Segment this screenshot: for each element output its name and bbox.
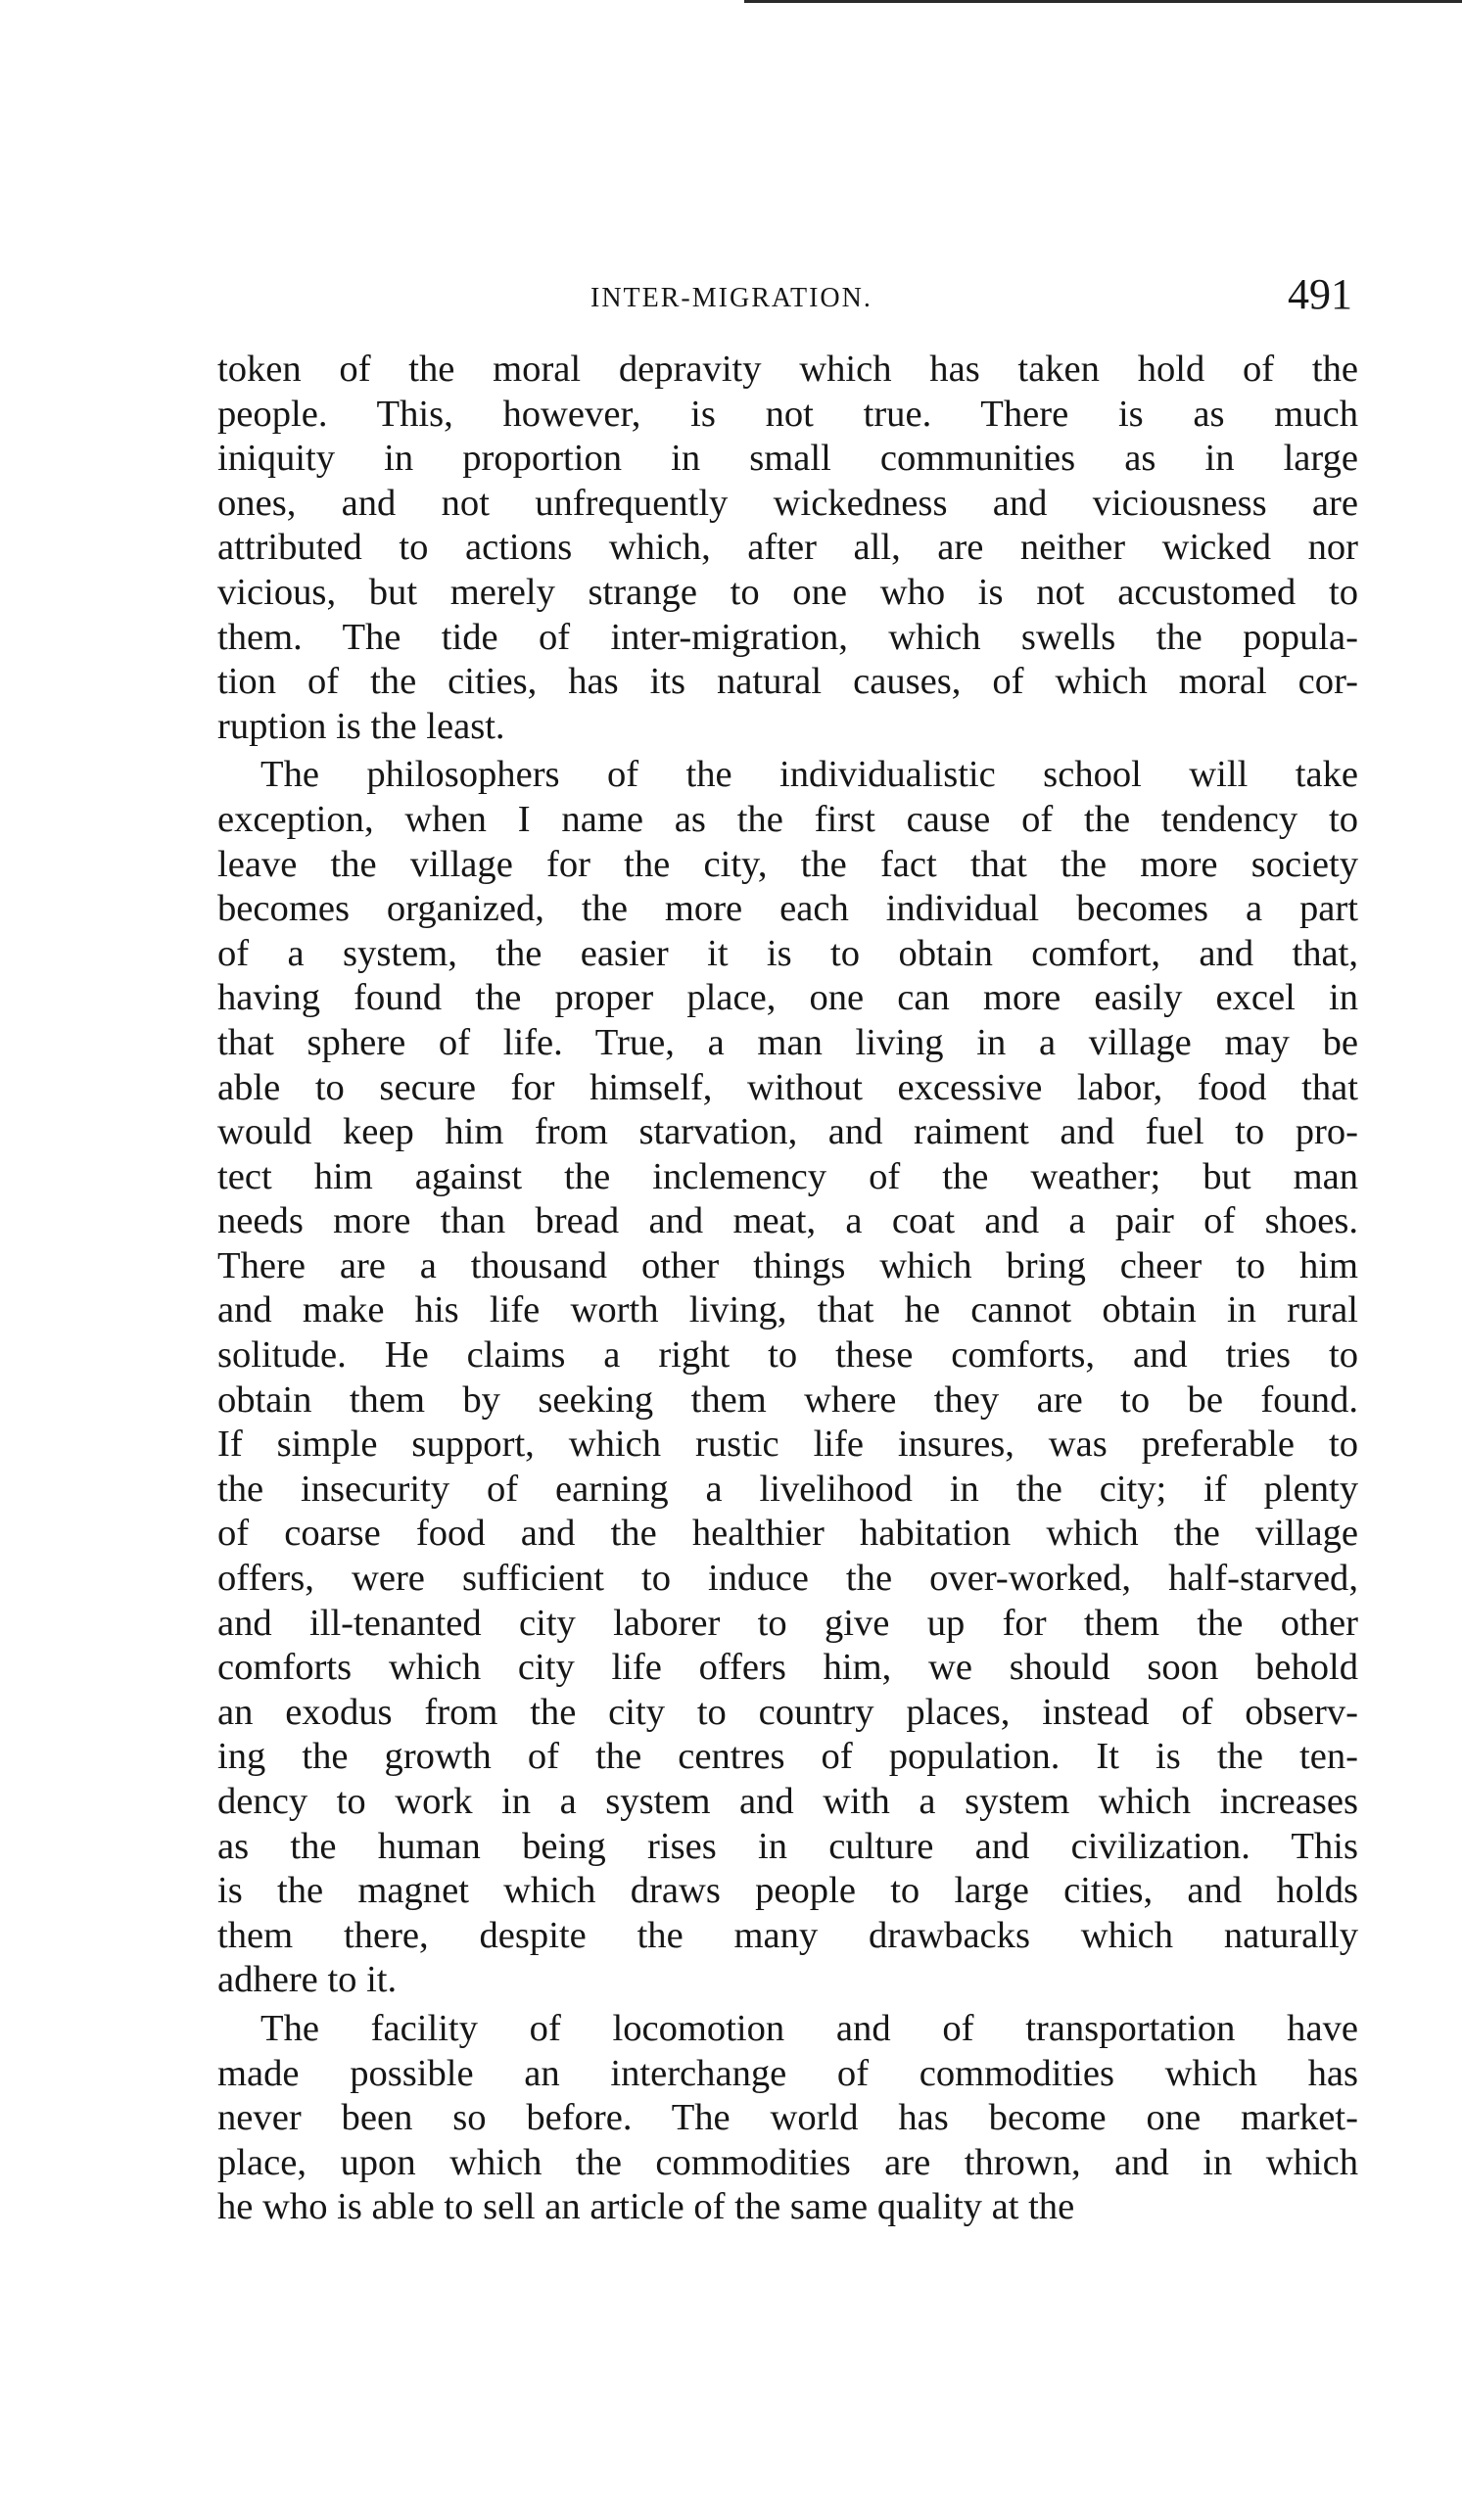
text-line: made possible an interchange of commodities which has: [217, 2052, 1358, 2094]
text-line: tect him against the inclemency of the weather; but man: [217, 1155, 1358, 1197]
text-line: exception, when I name as the first cause of the tendency to: [217, 798, 1358, 840]
text-line: iniquity in proportion in small communities as in large: [217, 438, 1358, 480]
text-line: would keep him from starvation, and raiment and fuel to pro-: [217, 1111, 1358, 1153]
text-line: and ill-tenanted city laborer to give up for them the other: [217, 1602, 1358, 1644]
text-line: obtain them by seeking them where they are to be found.: [217, 1378, 1358, 1421]
text-line: the insecurity of earning a livelihood in the city; if plenty: [217, 1468, 1358, 1510]
text-line: and make his life worth living, that he cannot obtain in rural: [217, 1289, 1358, 1331]
text-line: The facility of locomotion and of transportation have: [260, 2007, 1358, 2049]
text-line: vicious, but merely strange to one who is not accustomed to: [217, 571, 1358, 613]
text-line: them there, despite the many drawbacks which naturally: [217, 1914, 1358, 1956]
text-line: that sphere of life. True, a man living in a village may be: [217, 1021, 1358, 1063]
text-line: having found the proper place, one can more easily excel in: [217, 977, 1358, 1019]
text-line: he who is able to sell an article of the same quality at the: [217, 2186, 1075, 2228]
running-head: [217, 269, 1358, 328]
running-title: INTER-MIGRATION.: [590, 283, 872, 313]
text-line: of a system, the easier it is to obtain comfort, and that,: [217, 932, 1358, 974]
text-line: offers, were sufficient to induce the over-worked, half-starved,: [217, 1558, 1358, 1600]
text-line: attributed to actions which, after all, are neither wicked nor: [217, 527, 1358, 569]
text-line: is the magnet which draws people to large cities, and holds: [217, 1870, 1358, 1912]
text-line: The philosophers of the individualistic school will take: [260, 754, 1358, 796]
text-line: tion of the cities, has its natural causes, of which moral cor-: [217, 661, 1358, 703]
text-line: place, upon which the commodities are thrown, and in which: [217, 2141, 1358, 2183]
page-number: 491: [1288, 270, 1352, 318]
text-line: There are a thousand other things which bring cheer to him: [217, 1244, 1358, 1286]
text-line: people. This, however, is not true. There is as much: [217, 393, 1358, 435]
paragraph: [217, 348, 1358, 749]
text-line: ruption is the least.: [217, 705, 505, 747]
paragraph: [217, 753, 1358, 2003]
text-line: ones, and not unfrequently wickedness and viciousness are: [217, 482, 1358, 524]
text-line: If simple support, which rustic life insures, was preferable to: [217, 1423, 1358, 1466]
body-text: [217, 348, 1358, 2230]
text-line: needs more than bread and meat, a coat and a pair of shoes.: [217, 1200, 1358, 1242]
paragraph: [217, 2007, 1358, 2230]
text-line: token of the moral depravity which has taken hold of the: [217, 349, 1358, 390]
text-line: never been so before. The world has become one market-: [217, 2097, 1358, 2139]
text-line: as the human being rises in culture and civilization. This: [217, 1825, 1358, 1867]
text-line: of coarse food and the healthier habitation which the village: [217, 1513, 1358, 1555]
text-line: comforts which city life offers him, we should soon behold: [217, 1647, 1358, 1689]
text-line: leave the village for the city, the fact that the more society: [217, 843, 1358, 885]
text-line: becomes organized, the more each individual becomes a part: [217, 888, 1358, 930]
text-line: ing the growth of the centres of population. It is the ten-: [217, 1736, 1358, 1778]
text-line: adhere to it.: [217, 1959, 398, 2001]
text-line: dency to work in a system and with a system which increases: [217, 1781, 1358, 1822]
book-page: [217, 269, 1358, 2230]
text-line: an exodus from the city to country places, instead of observ-: [217, 1691, 1358, 1733]
text-line: solitude. He claims a right to these comforts, and tries to: [217, 1334, 1358, 1377]
text-line: able to secure for himself, without excessive labor, food that: [217, 1066, 1358, 1108]
top-edge-rule: [744, 0, 1462, 3]
text-line: them. The tide of inter-migration, which swells the popula-: [217, 616, 1358, 658]
